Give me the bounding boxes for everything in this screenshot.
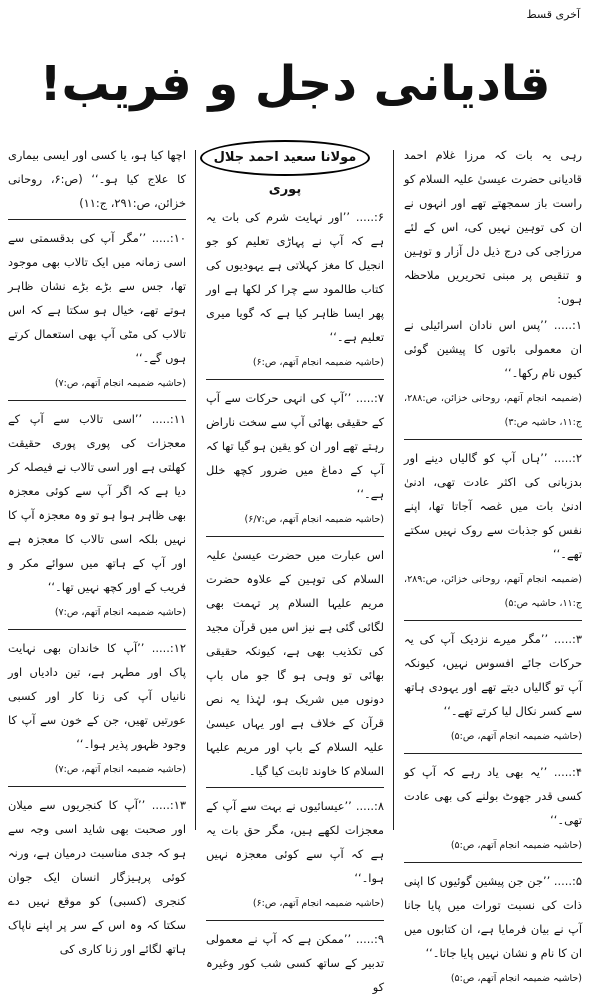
separator: [206, 379, 384, 380]
quote: ۱۱:..... ’’اسی تالاب سے آپ کے معجزات کی پوری پوری حقیقت کھلتی ہے اور اسی تالاب نے فیصلہ کر دیا ہے کہ اگر آپ سے کوئی معجزہ بھی ظاہر ہوا ہو تو وہ معجزہ آپ کا نہیں بلکہ اسی تالاب کا معجزہ ہے اور آپ کے ہاتھ میں سوائے مکر و فریب کے اور کچھ نہیں تھا۔‘‘: [8, 412, 186, 594]
separator: [404, 753, 582, 754]
column-1: [404, 143, 582, 984]
citation: (حاشیہ ضمیمہ انجام آتھم، ص:۶): [252, 898, 384, 909]
quote: ۱۰:..... ’’مگر آپ کی بدقسمتی سے اسی زمانہ میں ایک تالاب بھی موجود تھا، جس سے بڑے بڑے نشان ظاہر ہوتے تھے، خیال ہو سکتا ہے کہ اس تالاب کی مٹی آپ بھی استعمال کرتے ہوں گے۔‘‘: [8, 231, 186, 365]
separator: [8, 629, 186, 630]
paragraph: اس عبارت میں حضرت عیسیٰ علیہ السلام کی توہین کے علاوہ حضرت مریم علیہا السلام پر تہمت بھی لگائی گئی ہے نیز اس میں قرآن مجید کی تکذیب بھی ہے، کیونکہ حقیقی بھائی تو وہی ہو گا جو ماں باپ دونوں میں شریک ہو، لہٰذا یہ نص قرآن کے خلاف ہے اور یہاں عیسیٰ علیہ السلام کے باپ اور مریم علیہا السلام کا خاوند ثابت کیا گیا۔: [206, 548, 384, 778]
quote: اچھا کیا ہو، یا کسی اور ایسی بیماری کا علاج کیا ہو۔‘‘ (ص:۶، روحانی خزائن، ص:۲۹۱، ج:۱۱): [8, 148, 186, 210]
separator: [8, 219, 186, 220]
column-3: [8, 143, 186, 956]
quote: ۱:..... ’’پس اس نادان اسرائیلی نے ان معمولی باتوں کا پیشین گوئی کیوں نام رکھا۔‘‘: [404, 318, 582, 380]
quote: ۵:..... ’’جن جن پیشین گوئیوں کا اپنی ذات کی نسبت تورات میں پایا جانا آپ نے بیان فرمایا ہے، ان کتابوں میں ان کا نام و نشان نہیں پایا جاتا۔‘‘: [404, 874, 582, 960]
citation: (حاشیہ ضمیمہ انجام آتھم، ص:۵): [450, 840, 582, 851]
citation: (حاشیہ ضمیمہ انجام آتھم، ص:۷): [54, 764, 186, 775]
citation: (حاشیہ ضمیمہ انجام آتھم، ص:۷): [54, 378, 186, 389]
citation: (ضمیمہ انجام آتھم، روحانی خزائن، ص:۲۸۸، ج:۱۱، حاشیہ ص:۳): [404, 393, 582, 428]
author-byline: مولانا سعید احمد جلال پوری: [200, 140, 370, 176]
citation: (ضمیمہ انجام آتھم، روحانی خزائن، ص:۲۸۹، ج:۱۱، حاشیہ ص:۵): [404, 574, 582, 609]
separator: [206, 920, 384, 921]
separator: [404, 620, 582, 621]
citation: (حاشیہ ضمیمہ انجام آتھم، ص:۵): [450, 973, 582, 984]
column-divider: [393, 150, 394, 830]
column-2: [206, 205, 384, 994]
separator: [404, 439, 582, 440]
quote: ۷:..... ’’آپ کی انہی حرکات سے آپ کے حقیقی بھائی آپ سے سخت ناراض رہتے تھے اور ان کو یقین ہو گیا تھا کہ آپ کے دماغ میں ضرور کچھ خلل ہے۔‘‘: [206, 391, 384, 501]
paragraph: رہی یہ بات کہ مرزا غلام احمد قادیانی حضرت عیسیٰ علیہ السلام کو راست باز سمجھتے تھے اور انہوں نے ان کی توہین نہیں کی، اس کے لئے مرزاجی کی درج ذیل دل آزار و توہین و تنقیص پر مبنی تحریریں ملاحظہ ہوں:: [404, 148, 582, 306]
quote: ۶:..... ’’اور نہایت شرم کی بات یہ ہے کہ آپ نے پہاڑی تعلیم کو جو انجیل کا مغز کہلاتی ہے یہودیوں کی کتاب طالمود سے چرا کر لکھا ہے اور پھر ایسا ظاہر کیا ہے کہ گویا میری تعلیم ہے۔‘‘: [206, 210, 384, 344]
column-divider: [195, 150, 196, 830]
citation: (حاشیہ ضمیمہ انجام آتھم، ص:۵): [450, 731, 582, 742]
quote: ۴:..... ’’یہ بھی یاد رہے کہ آپ کو کسی قدر جھوٹ بولنے کی بھی عادت تھی۔‘‘: [404, 765, 582, 827]
quote: ۱۲:..... ’’آپ کا خاندان بھی نہایت پاک اور مطہر ہے، تین دادیاں اور نانیاں آپ کی زنا کار اور کسبی عورتیں تھیں، جن کے خون سے آپ کا وجود ظہور پذیر ہوا۔‘‘: [8, 641, 186, 751]
quote: ۹:..... ’’ممکن ہے کہ آپ نے معمولی تدبیر کے ساتھ کسی شب کور وغیرہ کو: [206, 932, 384, 994]
separator: [8, 400, 186, 401]
separator: [206, 536, 384, 537]
quote: ۱۳:..... ’’آپ کا کنجریوں سے میلان اور صحبت بھی شاید اسی وجہ سے ہو کہ جدی مناسبت درمیان ہے، ورنہ کوئی پرہیزگار انسان ایک جوان کنجری (کسبی) کو موقع نہیں دے سکتا کہ وہ اس کے سر پر اپنے ناپاک ہاتھ لگائے اور زنا کاری کی: [8, 798, 186, 956]
quote: ۲:..... ’’ہاں آپ کو گالیاں دینے اور بدزبانی کی اکثر عادت تھی، ادنیٰ ادنیٰ بات میں غصہ آجاتا تھا، اپنے نفس کو جذبات سے روک نہیں سکتے تھے۔‘‘: [404, 451, 582, 561]
citation: (حاشیہ ضمیمہ انجام آتھم، ص:۶): [252, 357, 384, 368]
series-tag: آخری قسط: [526, 8, 580, 21]
article-title: قادیانی دجل و فریب!: [39, 56, 551, 112]
separator: [206, 787, 384, 788]
separator: [8, 786, 186, 787]
quote: ۸:..... ’’عیسائیوں نے بہت سے آپ کے معجزات لکھے ہیں، مگر حق بات یہ ہے کہ آپ سے کوئی معجزہ نہیں ہوا۔‘‘: [206, 799, 384, 885]
citation: (حاشیہ ضمیمہ انجام آتھم، ص:۶/۷): [244, 514, 384, 525]
quote: ۳:..... ’’مگر میرے نزدیک آپ کی یہ حرکات جائے افسوس نہیں، کیونکہ آپ تو گالیاں دیتے تھے اور یہودی ہاتھ سے کسر نکال لیا کرتے تھے۔‘‘: [404, 632, 582, 718]
citation: (حاشیہ ضمیمہ انجام آتھم، ص:۷): [54, 607, 186, 618]
separator: [404, 862, 582, 863]
